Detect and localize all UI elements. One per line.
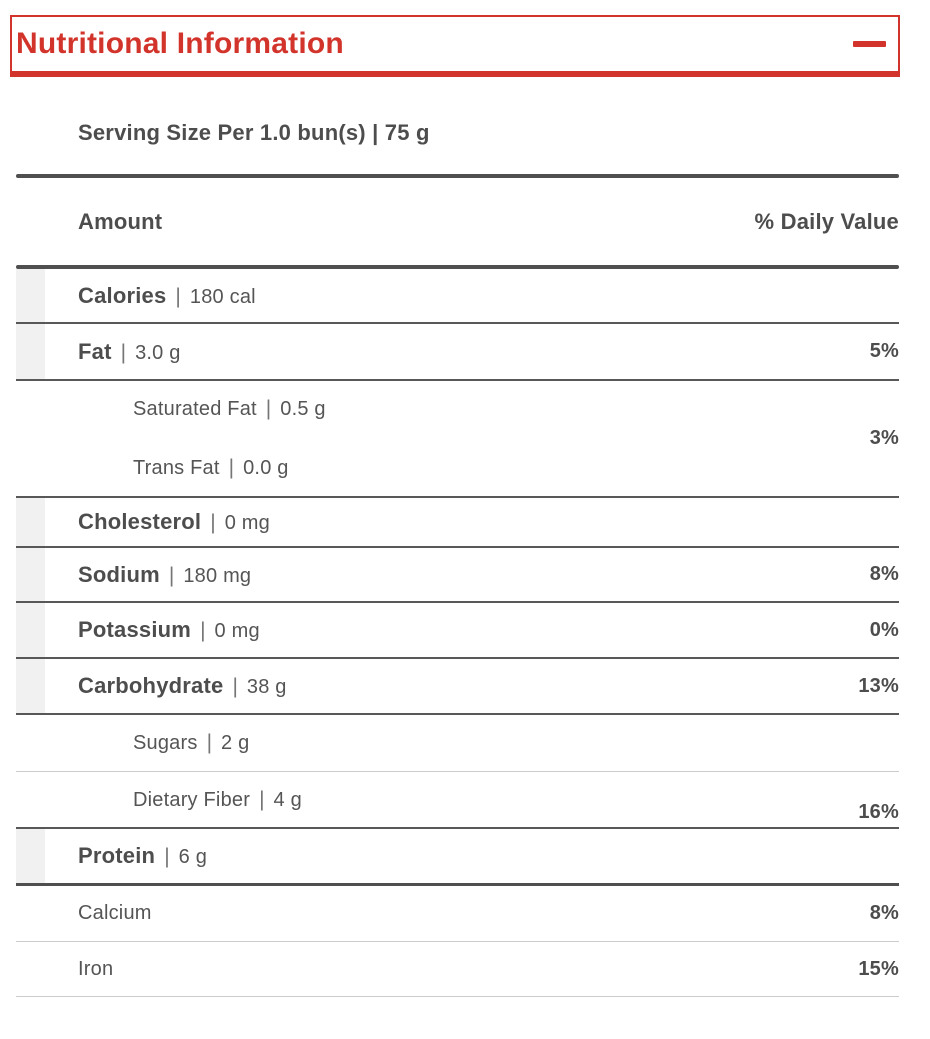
pipe-separator: | <box>175 284 181 308</box>
table-row-cholesterol <box>16 498 899 548</box>
pipe-separator: | <box>232 675 238 698</box>
table-row-calcium <box>16 886 899 942</box>
table-row-iron <box>16 942 899 997</box>
collapse-minus-icon[interactable] <box>853 41 886 47</box>
table-row-fat <box>16 324 899 381</box>
daily-value: 16% <box>858 801 899 823</box>
nutrient-value: 4 g <box>273 788 302 811</box>
nutrient-value: 2 g <box>221 732 250 754</box>
table-row-protein <box>16 829 899 886</box>
daily-value: 8% <box>869 563 899 585</box>
nutrient-name: Iron <box>78 957 114 980</box>
pipe-separator: | <box>200 619 206 642</box>
table-row-potassium <box>16 603 899 659</box>
nutrient-name: Dietary Fiber <box>133 788 251 811</box>
table-row-sodium <box>16 548 899 603</box>
amount-column-label: Amount <box>78 208 163 234</box>
nutrient-value: 38 g <box>246 676 287 698</box>
row-stripe <box>16 829 45 883</box>
nutrient-name: Cholesterol <box>78 509 202 534</box>
nutrient-value: 6 g <box>178 846 208 868</box>
row-stripe <box>16 498 45 546</box>
table-column-header <box>16 178 899 265</box>
nutritional-information-section-header[interactable] <box>10 15 900 77</box>
nutrient-value: 180 mg <box>183 564 252 587</box>
table-row-saturated-trans-fat <box>16 381 899 498</box>
nutrient-value: 0.0 g <box>243 456 289 479</box>
row-stripe <box>16 603 45 657</box>
nutrient-value: 0 mg <box>214 620 260 642</box>
nutrient-name: Saturated Fat <box>133 397 257 420</box>
pipe-separator: | <box>265 397 272 420</box>
nutrient-name: Calories <box>78 282 167 308</box>
daily-value: 5% <box>869 340 899 362</box>
daily-value: 13% <box>858 674 899 697</box>
pipe-separator: | <box>259 787 265 811</box>
nutrient-name: Potassium <box>78 617 192 642</box>
row-stripe <box>16 269 45 322</box>
nutrient-value: 3.0 g <box>135 341 181 364</box>
table-row-calories <box>16 269 899 324</box>
pipe-separator: | <box>206 731 213 754</box>
nutrient-value: 0 mg <box>224 512 270 534</box>
nutrient-name: Sodium <box>78 561 160 587</box>
serving-size-line: Serving Size Per 1.0 bun(s) | 75 g <box>78 120 430 145</box>
pipe-separator: | <box>164 845 170 868</box>
daily-value: 3% <box>869 427 899 449</box>
nutrient-name: Trans Fat <box>133 456 220 479</box>
row-stripe <box>16 324 45 379</box>
table-row-carbohydrate <box>16 659 899 715</box>
nutrient-value: 180 cal <box>189 285 256 308</box>
pipe-separator: | <box>168 563 175 587</box>
pipe-separator: | <box>228 456 235 479</box>
nutrient-name: Protein <box>78 843 156 868</box>
daily-value: 15% <box>858 957 899 980</box>
nutrient-name: Sugars <box>133 732 198 754</box>
section-title: Nutritional Information <box>16 27 344 60</box>
nutrient-name: Fat <box>78 338 112 364</box>
nutrient-name: Carbohydrate <box>78 673 224 698</box>
nutrient-value: 0.5 g <box>280 397 326 420</box>
table-row-sugars <box>16 715 899 772</box>
table-row-dietary-fiber <box>16 772 899 829</box>
row-stripe <box>16 548 45 601</box>
nutrition-table <box>16 174 899 997</box>
pipe-separator: | <box>210 511 216 534</box>
pipe-separator: | <box>120 340 127 364</box>
daily-value: 8% <box>869 902 899 924</box>
daily-value: 0% <box>869 618 899 641</box>
daily-value-column-label: % Daily Value <box>754 208 899 234</box>
row-stripe <box>16 659 45 713</box>
nutrient-name: Calcium <box>78 902 152 924</box>
